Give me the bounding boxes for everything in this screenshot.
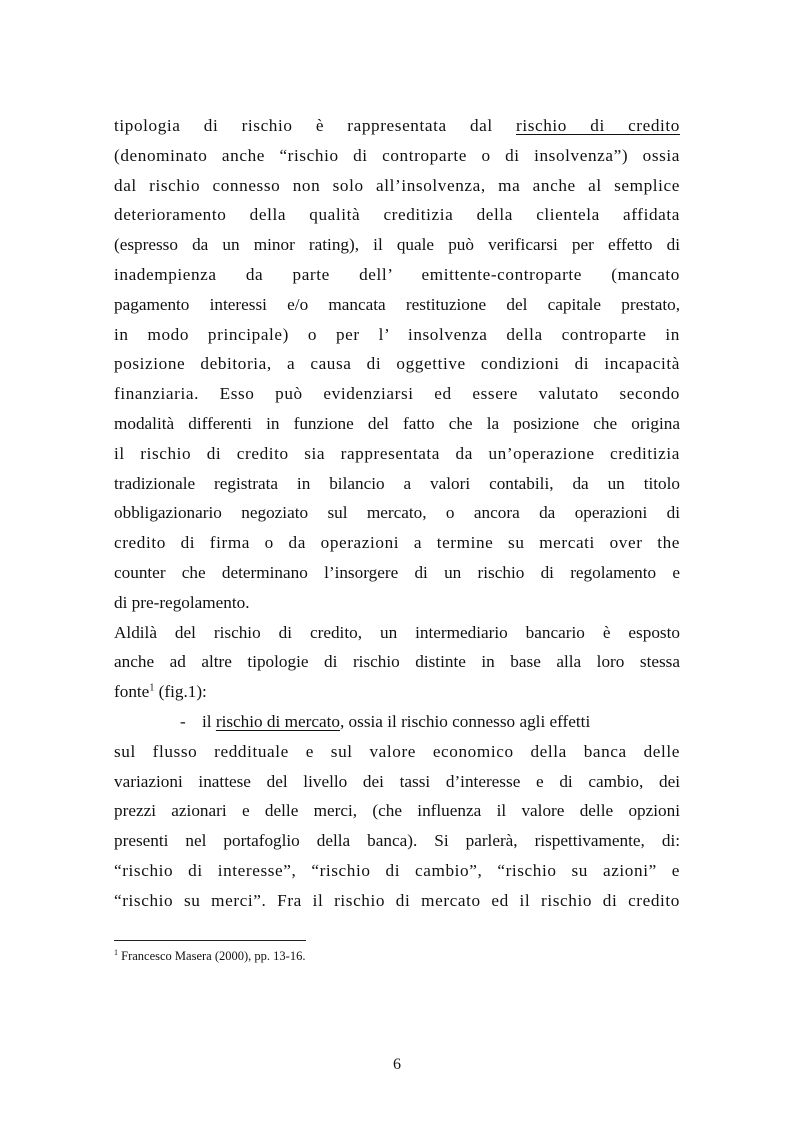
text-line: prezzi azionari e delle merci, (che influenza il valore delle opzioni [114, 801, 680, 821]
text-line: modalità differenti in funzione del fatto che la posizione che origina [114, 413, 680, 433]
text-line [114, 111, 680, 141]
text-line: (espresso da un minor rating), il quale può verificarsi per effetto di [114, 235, 680, 255]
body-text [114, 111, 680, 916]
underlined-term-rischio-di-credito: rischio di credito [516, 116, 680, 135]
text-line: finanziaria. Esso può evidenziarsi ed essere valutato secondo [114, 384, 680, 404]
text-segment: tipologia di rischio è rappresentata dal [114, 116, 517, 135]
underlined-term-rischio-di-mercato: rischio di mercato [215, 711, 340, 731]
text-line: (denominato anche “rischio di controparte o di insolvenza”) ossia [114, 145, 680, 165]
text-line: deterioramento della qualità creditizia della clientela affidata [114, 205, 680, 225]
text-line: posizione debitoria, a causa di oggettive condizioni di incapacità [114, 354, 680, 374]
text-line: variazioni inattese del livello dei tassi d’interesse e di cambio, dei [114, 771, 680, 791]
text-line: “rischio su merci”. Fra il rischio di mercato ed il rischio di credito [114, 890, 680, 910]
text-line: pagamento interessi e/o mancata restituzione del capitale prestato, [114, 294, 680, 314]
text-segment: fonte [114, 682, 150, 702]
footnote [114, 948, 305, 964]
text-line: il rischio di credito sia rappresentata da un’operazione creditizia [114, 443, 680, 463]
text-line: “rischio di interesse”, “rischio di cambio”, “rischio su azioni” e [114, 860, 680, 880]
bullet-dash: - [180, 711, 186, 731]
text-line: inadempienza da parte dell’ emittente-controparte (mancato [114, 264, 680, 284]
text-segment: (fig.1): [154, 682, 207, 702]
footnote-separator [114, 940, 306, 941]
text-line: counter che determinano l’insorgere di un rischio di regolamento e [114, 562, 680, 582]
text-line: presenti nel portafoglio della banca). Si parlerà, rispettivamente, di: [114, 831, 680, 851]
text-line: in modo principale) o per l’ insolvenza della controparte in [114, 324, 680, 344]
text-line [114, 677, 680, 707]
page-number: 6 [393, 1056, 401, 1073]
text-line: obbligazionario negoziato sul mercato, o ancora da operazioni di [114, 503, 680, 523]
text-line: Aldilà del rischio di credito, un intermediario bancario è esposto [114, 622, 680, 642]
text-line: di pre-regolamento. [114, 592, 250, 612]
text-line: dal rischio connesso non solo all’insolvenza, ma anche al semplice [114, 175, 680, 195]
footnote-text: Francesco Masera (2000), pp. 13-16. [118, 949, 306, 963]
text-segment: , ossia il rischio connesso agli effetti [339, 711, 591, 731]
bullet-item-line [114, 707, 680, 737]
text-line: credito di firma o da operazioni a termine su mercati over the [114, 533, 680, 553]
text-segment: il [202, 711, 216, 731]
footnote-reference: 1 [149, 682, 155, 694]
text-line: tradizionale registrata in bilancio a valori contabili, da un titolo [114, 473, 680, 493]
text-line: sul flusso reddituale e sul valore economico della banca delle [114, 741, 680, 761]
text-line: anche ad altre tipologie di rischio distinte in base alla loro stessa [114, 652, 680, 672]
footnote-number: 1 [114, 947, 118, 957]
